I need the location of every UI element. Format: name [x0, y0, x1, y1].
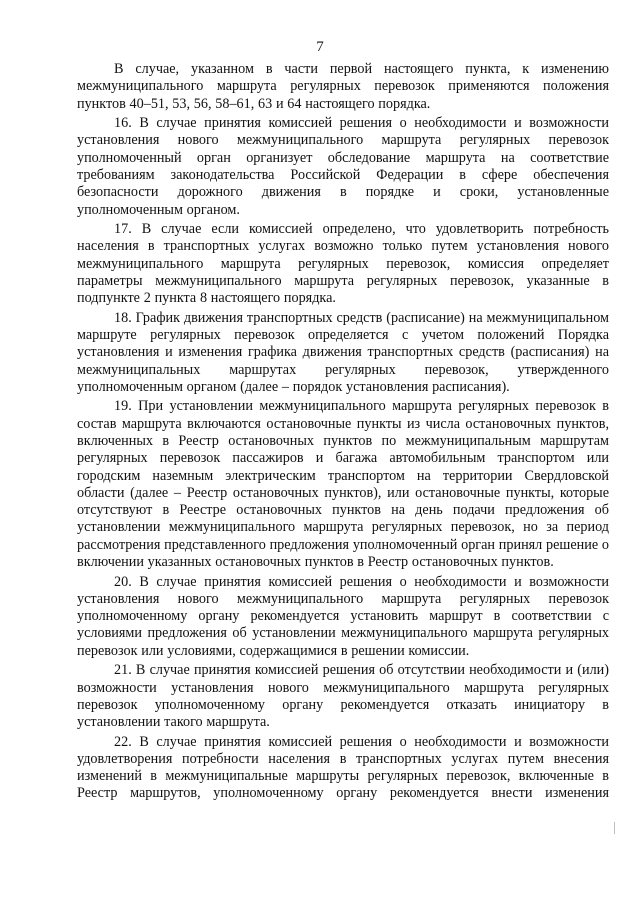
paragraph-17: 17. В случае если комиссией определено, что удовлетворить потребность населения в транспортных услугах возможно только путем установления нового межмуниципального маршрута регулярных перевозок, комиссия определяет параметры межмуниципального маршрута регулярных перевозок, указанные в подпункте 2 пункта 8 настоящего порядка.	[77, 221, 609, 307]
paragraph-19: 19. При установлении межмуниципального маршрута регулярных перевозок в состав маршрута включаются остановочные пункты из числа остановочных пунктов, включенных в Реестр остановочных пунктов по межмуниципальным маршрутам регулярных перевозок пассажиров и багажа автомобильным транспортом или городским наземным электрическим транспортом на территории Свердловской области (далее – Реестр остановочных пунктов), или остановочные пункты, которые отсутствуют в Реестре остановочных пунктов на день подачи предложения об установлении межмуниципального маршрута регулярных перевозок, но за период рассмотрения представленного предложения уполномоченный орган принял решение о включении указанных остановочных пунктов в Реестр остановочных пунктов.	[77, 398, 609, 571]
paragraph-18: 18. График движения транспортных средств (расписание) на межмуниципальном маршруте регулярных перевозок определяется с учетом положений Порядка установления и изменения графика движения транспортных средств (расписания) на межмуниципальных маршрутах регулярных перевозок, утвержденного уполномоченным органом (далее – порядок установления расписания).	[77, 309, 609, 395]
paragraph-22: 22. В случае принятия комиссией решения о необходимости и возможности удовлетворения потребности населения в транспортных услугах путем внесения изменений в межмуниципальные маршруты регулярных перевозок, включенные в Реестр маршрутов, уполномоченному органу рекомендуется внести изменения	[77, 733, 609, 802]
paragraph-21: 21. В случае принятия комиссией решения об отсутствии необходимости и (или) возможности установления нового межмуниципального маршрута регулярных перевозок уполномоченному органу рекомендуется отказать инициатору в установлении такого маршрута.	[77, 662, 609, 731]
paragraph-16: 16. В случае принятия комиссией решения о необходимости и возможности установления нового межмуниципального маршрута регулярных перевозок уполномоченный орган организует обследование маршрута на соответствие требованиям законодательства Российской Федерации в сфере обеспечения безопасности дорожного движения в порядке и сроки, установленные уполномоченным органом.	[77, 115, 609, 218]
paragraph-continuation: В случае, указанном в части первой настоящего пункта, к изменению межмуниципального маршрута регулярных перевозок применяются положения пунктов 40–51, 53, 56, 58–61, 63 и 64 настоящего порядка.	[77, 61, 609, 112]
paragraph-20: 20. В случае принятия комиссией решения о необходимости и возможности установления нового межмуниципального маршрута регулярных перевозок уполномоченному органу рекомендуется установить маршрут в соответствии с условиями предложения об установлении межмуниципального маршрута регулярных перевозок или условиями, содержащимися в решении комиссии.	[77, 573, 609, 659]
scan-artifact-mark	[614, 822, 615, 834]
document-body	[77, 61, 609, 803]
page-number: 7	[316, 39, 324, 55]
